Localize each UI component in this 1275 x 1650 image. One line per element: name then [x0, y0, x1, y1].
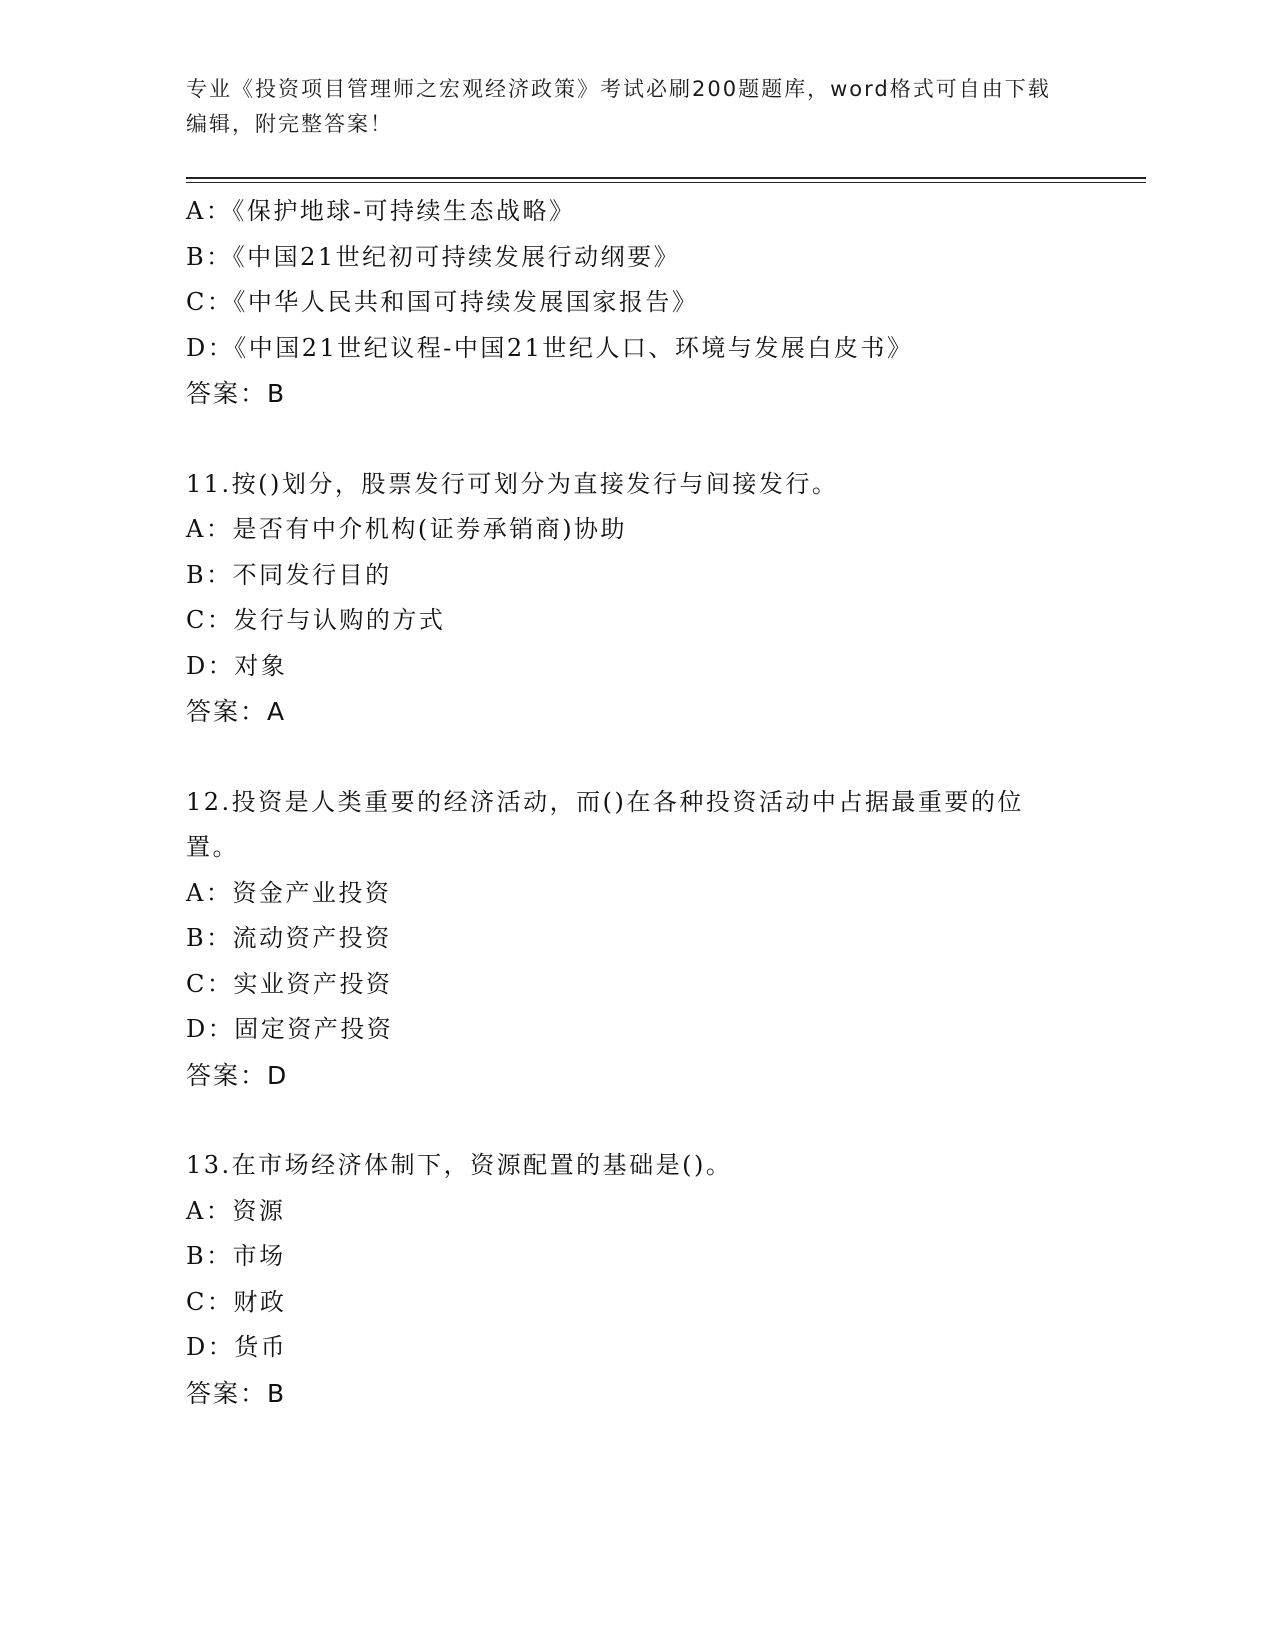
answer-line: 答案：B [186, 1378, 287, 1408]
option-a: A：资金产业投资 [186, 878, 392, 907]
question-text: 11.按()划分，股票发行可划分为直接发行与间接发行。 [186, 469, 839, 498]
question-list [186, 189, 1146, 1416]
question-block-11 [186, 462, 1146, 735]
answer-line: 答案：B [186, 379, 287, 408]
option-c: C：实业资产投资 [186, 969, 393, 998]
option-d: D：货币 [186, 1333, 288, 1361]
option-d: D：固定资产投资 [186, 1015, 394, 1043]
option-c: C：发行与认购的方式 [186, 606, 446, 634]
header-rule [186, 177, 1146, 179]
option-c: C：财政 [186, 1287, 287, 1316]
document-header: 专业《投资项目管理师之宏观经济政策》考试必刷200题题库，word格式可自由下载编辑，附完整答案！ [186, 77, 1051, 136]
question-text: 13.在市场经济体制下，资源配置的基础是()。 [186, 1151, 733, 1179]
option-c: C：《中华人民共和国可持续发展国家报告》 [186, 288, 699, 316]
option-b: B：流动资产投资 [186, 924, 392, 952]
option-b: B：市场 [186, 1242, 286, 1270]
option-d: D：对象 [186, 651, 288, 680]
answer-line: 答案：D [186, 1060, 289, 1090]
option-a: A：资源 [186, 1196, 286, 1225]
option-d: D：《中国21世纪议程-中国21世纪人口、环境与发展白皮书》 [186, 333, 914, 362]
option-a: A：《保护地球-可持续生态战略》 [186, 197, 576, 225]
question-block-13 [186, 1143, 1146, 1416]
question-block-10 [186, 189, 1146, 417]
header-rule-thin [186, 182, 1146, 183]
option-a: A：是否有中介机构(证券承销商)协助 [186, 515, 628, 543]
option-b: B：不同发行目的 [186, 560, 392, 589]
question-block-12 [186, 780, 1146, 1099]
question-text: 12.投资是人类重要的经济活动，而()在各种投资活动中占据最重要的位置。 [186, 787, 1024, 861]
answer-line: 答案：A [186, 697, 287, 726]
option-b: B：《中国21世纪初可持续发展行动纲要》 [186, 242, 681, 271]
